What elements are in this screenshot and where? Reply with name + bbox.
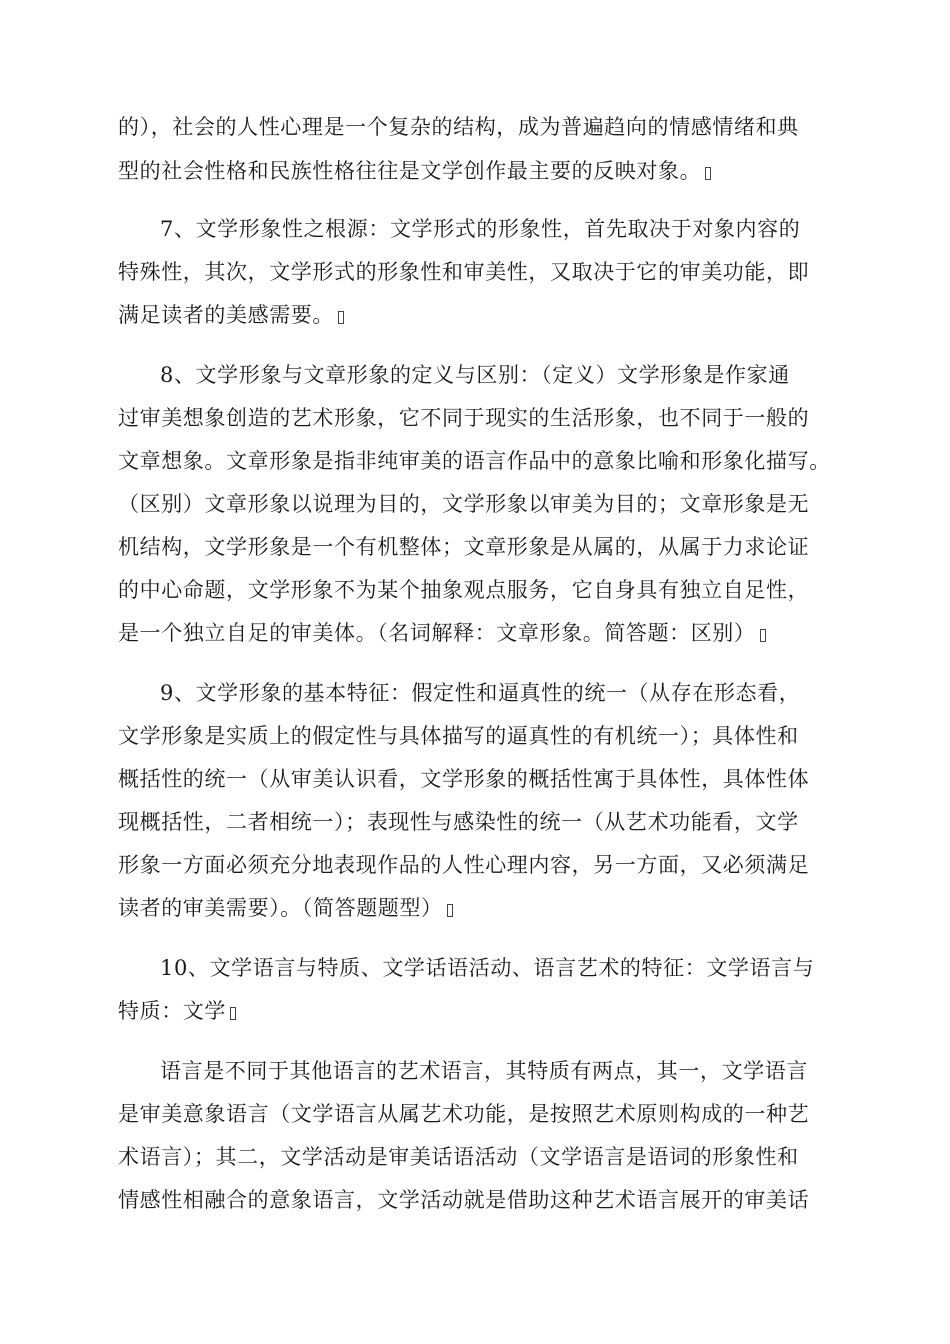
- paragraph-3-line-5: 机结构，文学形象是一个有机整体；文章形象是从属的，从属于力求论证: [118, 535, 810, 559]
- paragraph-1-line-1: 的），社会的人性心理是一个复杂的结构，成为普遍趋向的情感情绪和典: [118, 115, 799, 139]
- paragraph-5-line-1: 10、文学语言与特质、文学话语活动、语言艺术的特征：文学语言与: [160, 956, 815, 980]
- paragraph-3-line-7: 是一个独立自足的审美体。（名词解释：文章形象。简答题：区别）: [118, 618, 766, 648]
- paragraph-4-line-2: 文学形象是实质上的假定性与具体描写的逼真性的有机统一）；具体性和: [118, 724, 799, 748]
- paragraph-6-line-2: 是审美意象语言（文学语言从属艺术功能，是按照艺术原则构成的一种艺: [118, 1102, 810, 1126]
- paragraph-3-line-4: （区别）文章形象以说理为目的，文学形象以审美为目的；文章形象是无: [118, 492, 810, 516]
- paragraph-6-line-1: 语言是不同于其他语言的艺术语言，其特质有两点，其一，文学语言: [160, 1059, 808, 1083]
- paragraph-end-mark-icon: [447, 904, 453, 917]
- paragraph-6-line-4: 情感性相融合的意象语言，文学活动就是借助这种艺术语言展开的审美话: [118, 1188, 810, 1212]
- paragraph-4-line-6: 读者的审美需要）。（简答题题型）: [118, 893, 453, 923]
- paragraph-4-line-5: 形象一方面必须充分地表现作品的人性心理内容，另一方面，又必须满足: [118, 853, 810, 877]
- paragraph-3-line-6: 的中心命题，文学形象不为某个抽象观点服务，它自身具有独立自足性，: [118, 578, 810, 602]
- paragraph-2-line-1: 7、文学形象性之根源：文学形式的形象性，首先取决于对象内容的: [160, 217, 801, 241]
- paragraph-end-mark-icon: [705, 167, 711, 180]
- paragraph-2-line-2: 特殊性，其次，文学形式的形象性和审美性，又取决于它的审美功能，即: [118, 260, 810, 284]
- paragraph-4-line-4: 现概括性，二者相统一）；表现性与感染性的统一（从艺术功能看，文学: [118, 810, 799, 834]
- paragraph-3-line-3: 文章想象。文章形象是指非纯审美的语言作品中的意象比喻和形象化描写。: [118, 449, 831, 473]
- paragraph-end-mark-icon: [760, 629, 766, 642]
- paragraph-5-line-2: 特质：文学: [118, 996, 236, 1026]
- paragraph-end-mark-icon: [338, 311, 344, 324]
- paragraph-end-mark-icon: [230, 1007, 236, 1020]
- paragraph-3-line-1: 8、文学形象与文章形象的定义与区别：（定义）文学形象是作家通: [160, 363, 790, 387]
- paragraph-3-line-2: 过审美想象创造的艺术形象，它不同于现实的生活形象，也不同于一般的: [118, 406, 810, 430]
- paragraph-4-line-3: 概括性的统一（从审美认识看，文学形象的概括性寓于具体性，具体性体: [118, 767, 810, 791]
- paragraph-2-line-3: 满足读者的美感需要。: [118, 300, 344, 330]
- paragraph-1-line-2: 型的社会性格和民族性格往往是文学创作最主要的反映对象。: [118, 156, 711, 186]
- paragraph-6-line-3: 术语言）；其二，文学活动是审美话语活动（文学语言是语词的形象性和: [118, 1145, 799, 1169]
- paragraph-4-line-1: 9、文学形象的基本特征：假定性和逼真性的统一（从存在形态看，: [160, 681, 801, 705]
